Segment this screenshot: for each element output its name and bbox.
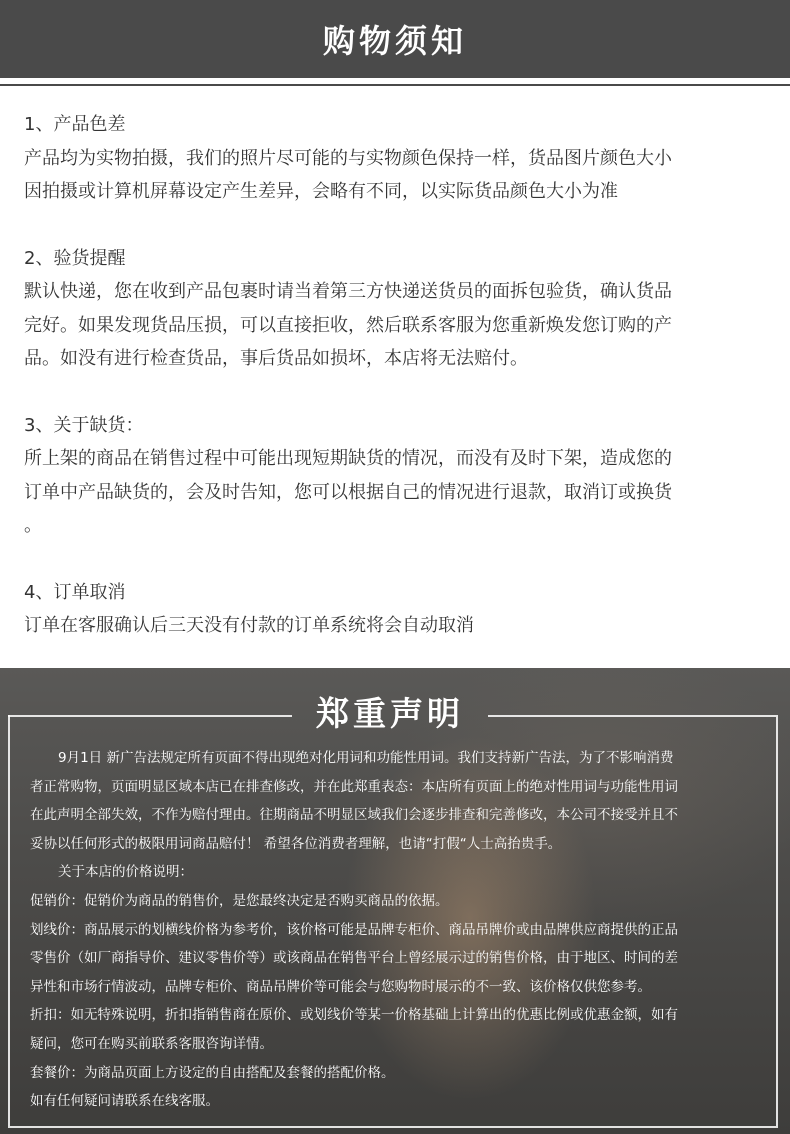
price-line: 套餐价：为商品页面上方设定的自由搭配及套餐的搭配价格。: [30, 1064, 395, 1081]
notice-text-line: 产品均为实物拍摄，我们的照片尽可能的与实物颜色保持一样，货品图片颜色大小: [24, 147, 672, 169]
frame-top-line-right: [488, 715, 776, 717]
header-divider: [0, 84, 790, 86]
notice-title: 1、产品色差: [24, 114, 126, 135]
notice-inspection-reminder: [24, 242, 784, 376]
price-line: 划线价：商品展示的划横线价格为参考价，该价格可能是品牌专柜价、商品吊牌价或由品牌供应商提供的正品: [30, 921, 678, 938]
price-line: 疑问，您可在购买前联系客服咨询详情。: [30, 1035, 273, 1052]
price-line: 折扣：如无特殊说明，折扣指销售商在原价、或划线价等某一价格基础上计算出的优惠比例或优惠金额，如有: [30, 1007, 678, 1024]
notice-text-line: 所上架的商品在销售过程中可能出现短期缺货的情况，而没有及时下架，造成您的: [24, 448, 672, 469]
frame-top-line-left: [8, 715, 292, 717]
notice-text-line: 品。如没有进行检查货品，事后货品如损坏，本店将无法赔付。: [24, 348, 528, 369]
declaration-intro-line: 在此声明全部失效，不作为赔付理由。往期商品不明显区域我们会逐步排查和完善修改，本公司不接受并且不: [30, 807, 678, 824]
price-line: 异性和市场行情波动，品牌专柜价、商品吊牌价等可能会与您购物时展示的不一致、该价格仅供您参考。: [30, 978, 651, 995]
notice-text-line: 订单在客服确认后三天没有付款的订单系统将会自动取消: [24, 615, 474, 636]
declaration-body: [30, 744, 760, 1116]
notice-out-of-stock: [24, 409, 784, 543]
declaration-section: [0, 668, 790, 1134]
declaration-intro-line: 者正常购物，页面明显区域本店已在排查修改，并在此郑重表态：本店所有页面上的绝对性用词与功能性用词: [30, 778, 678, 795]
price-line: 如有任何疑问请联系在线客服。: [30, 1093, 219, 1110]
price-line: 促销价：促销价为商品的销售价，是您最终决定是否购买商品的依据。: [30, 892, 449, 909]
declaration-intro-line: 9月1日 新广告法规定所有页面不得出现绝对化用词和功能性用词。我们支持新广告法，为了不影响消费: [58, 750, 674, 766]
notice-text-line: 因拍摄或计算机屏幕设定产生差异，会略有不同，以实际货品颜色大小为准: [24, 181, 618, 202]
notice-title: 2、验货提醒: [24, 247, 126, 269]
notice-order-cancel: [24, 576, 784, 643]
notice-title: 3、关于缺货：: [24, 414, 144, 436]
notice-text-line: 默认快递，您在收到产品包裹时请当着第三方快递送货员的面拆包验货，确认货品: [24, 281, 672, 302]
notice-color-difference: [24, 108, 784, 209]
notice-list: [24, 108, 784, 676]
shopping-notice-header: [0, 0, 790, 78]
declaration-intro-line: 妥协以任何形式的极限用词商品赔付！ 希望各位消费者理解，也请“打假“人士高抬贵手。: [30, 835, 562, 852]
notice-title: 4、订单取消: [24, 581, 126, 603]
price-line: 零售价（如厂商指导价、建议零售价等）或该商品在销售平台上曾经展示过的销售价格，由于地区、时间的差: [30, 950, 678, 967]
declaration-title: 郑重声明: [316, 694, 464, 733]
page-title: 购物须知: [322, 22, 467, 60]
notice-text-line: 。: [24, 515, 42, 536]
notice-text-line: 订单中产品缺货的，会及时告知，您可以根据自己的情况进行退款，取消订或换货: [24, 481, 672, 503]
notice-text-line: 完好。如果发现货品压损，可以直接拒收，然后联系客服为您重新焕发您订购的产: [24, 314, 672, 336]
price-explanation-title: 关于本店的价格说明：: [58, 864, 193, 881]
